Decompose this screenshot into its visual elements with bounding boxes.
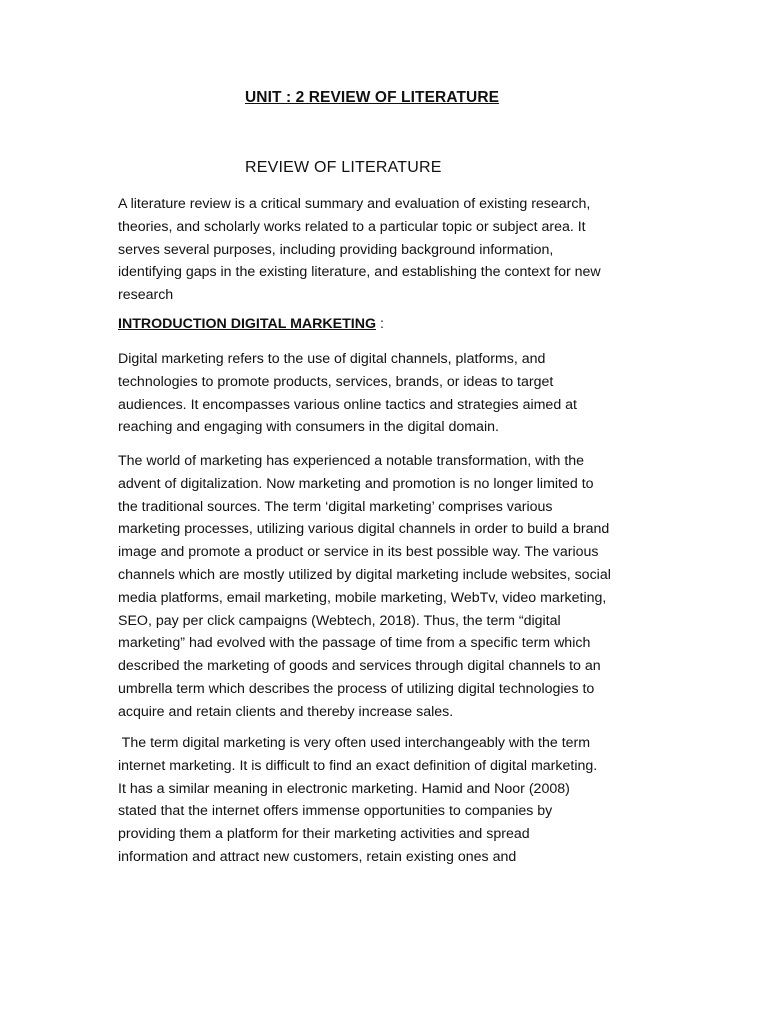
text-line: The world of marketing has experienced a notable transformation, with the bbox=[118, 453, 585, 469]
text-line: theories, and scholarly works related to a particular topic or subject area. It bbox=[118, 218, 586, 235]
paragraph-world-of-marketing bbox=[118, 450, 658, 724]
intro-heading-colon: : bbox=[376, 316, 384, 332]
unit-title: UNIT : 2 REVIEW OF LITERATURE bbox=[245, 89, 500, 106]
text-line: channels which are mostly utilized by digital marketing include websites, social bbox=[118, 566, 611, 583]
text-line: A literature review is a critical summary and evaluation of existing research, bbox=[118, 196, 591, 212]
text-line: Digital marketing refers to the use of digital channels, platforms, and bbox=[118, 351, 546, 367]
text-line: image and promote a product or service in its best possible way. The various bbox=[118, 544, 599, 561]
text-line: reaching and engaging with consumers in the digital domain. bbox=[118, 419, 499, 436]
text-line: serves several purposes, including providing background information, bbox=[118, 241, 554, 258]
text-line: marketing” had evolved with the passage of time from a specific term which bbox=[118, 635, 591, 652]
text-line: described the marketing of goods and services through digital channels to an bbox=[118, 658, 601, 675]
text-line: research bbox=[118, 287, 174, 304]
section-title: REVIEW OF LITERATURE bbox=[245, 159, 442, 176]
text-line: umbrella term which describes the process of utilizing digital technologies to bbox=[118, 680, 595, 697]
text-line: audiences. It encompasses various online tactics and strategies aimed at bbox=[118, 396, 577, 413]
text-line: providing them a platform for their marketing activities and spread bbox=[118, 826, 530, 843]
text-line: technologies to promote products, services, brands, or ideas to target bbox=[118, 373, 554, 390]
paragraph-digital-marketing-definition bbox=[118, 348, 658, 439]
text-line: It has a similar meaning in electronic marketing. Hamid and Noor (2008) bbox=[118, 780, 570, 797]
text-line: The term digital marketing is very often used interchangeably with the term bbox=[118, 735, 591, 751]
paragraph-internet-marketing bbox=[118, 732, 658, 869]
text-line: media platforms, email marketing, mobile marketing, WebTv, video marketing, bbox=[118, 589, 607, 606]
text-line: acquire and retain clients and thereby increase sales. bbox=[118, 703, 454, 720]
text-line: internet marketing. It is difficult to find an exact definition of digital marketing. bbox=[118, 757, 598, 774]
text-line: information and attract new customers, retain existing ones and bbox=[118, 848, 517, 865]
intro-heading bbox=[118, 316, 384, 332]
intro-heading-text: INTRODUCTION DIGITAL MARKETING bbox=[118, 316, 376, 332]
text-line: marketing processes, utilizing various digital channels in order to build a brand bbox=[118, 521, 610, 538]
text-line: identifying gaps in the existing literature, and establishing the context for new bbox=[118, 264, 601, 281]
text-line: advent of digitalization. Now marketing and promotion is no longer limited to bbox=[118, 475, 594, 492]
text-line: the traditional sources. The term ‘digital marketing’ comprises various bbox=[118, 498, 553, 515]
text-line: stated that the internet offers immense opportunities to companies by bbox=[118, 803, 553, 820]
text-line: SEO, pay per click campaigns (Webtech, 2018). Thus, the term “digital bbox=[118, 612, 561, 629]
paragraph-literature-review bbox=[118, 193, 658, 307]
